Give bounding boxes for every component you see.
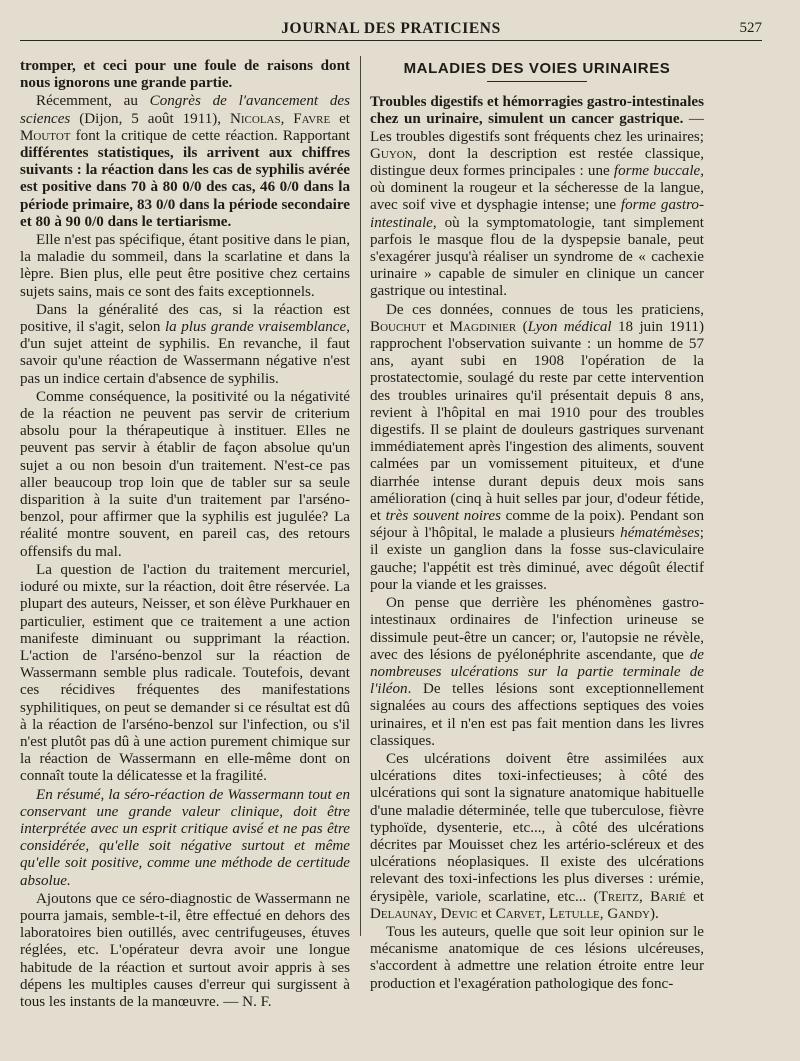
right-column <box>370 58 704 993</box>
section-heading: MALADIES DES VOIES URINAIRES <box>403 60 671 77</box>
paragraph-autopsy: On pense que derrière les phénomènes gastro-intestinaux ordinaires de l'infection urineuse se dissimule peut-être un cancer; or, l'autopsie ne révèle, avec des lésions de pyélonéphrite ascendante, que de nombreuses ulcérations sur la partie terminale de l'iléon. De telles lésions sont exceptionnellement signalées au cours des affections septiques des voies urinaires, et il n'en est pas fait mention dans les livres classiques. <box>370 595 704 749</box>
paragraph-specificity: Elle n'est pas spécifique, étant positive dans le pian, la maladie du sommeil, dans la scarlatine et dans la lèpre. Bien plus, elle peut être positive chez certains sujets sains, mais ce sont des faits exceptionnels. <box>20 232 350 300</box>
paragraph-case-report: De ces données, connues de tous les praticiens, Bouchut et Magdinier (Lyon médical 18 juin 1911) rapprochent l'observation suivante : un homme de 57 ans, ayant subi en 1908 l'opération de la prostatectomie, soulagé du reste par cette intervention des troubles urinaires qu'il présentait depuis 8 ans, revient à l'hôpital en mai 1910 pour des troubles digestifs. Il se plaint de douleurs gastriques survenant immédiatement après l'ingestion des aliments, souvent calmées par un vomissement pituiteux, et d'une diarrhée intense durant depuis deux mois sans amélioration (cinq à huit selles par jour, d'odeur fétide, et très souvent noires comme de la poix). Pendant son séjour à l'hôpital, le malade a plusieurs hématémèses; il existe un ganglion dans la fosse sus-claviculaire gauche; l'appétit est très diminué, avec dégoût électif pour la viande et les graisses. <box>370 301 705 593</box>
paragraph-treatment: La question de l'action du traitement mercuriel, ioduré ou mixte, sur la réaction, doit être réservée. La plupart des auteurs, Neisser, et son élève Purkhauer en particulier, estiment que ce traitement a une action manifeste diminuant ou supprimant la réaction. L'action de l'arséno-benzol sur la réaction de Wassermann semble plus radicale. Toutefois, devant ces récidives fréquentes des manifestations syphilitiques, on peut se demander si ce résultat est dû à la réaction de l'arséno-benzol sur l'infection, ou s'il n'est plutôt pas dû à une action purement chimique sur la réaction de Wassermann en elle-même dont on connaît toute la délicatesse et la fragilité. <box>20 561 350 785</box>
paragraph-addendum: Ajoutons que ce séro-diagnostic de Wassermann ne pourra jamais, semble-t-il, être effectué en dehors des laboratoires bien outillés, avec centrifugeuses, étuves réglées, etc. L'opérateur devra avoir une longue habitude de la réaction et surtout avoir appris à ses dépens les multiples causes d'erreur qui surgissent à tous les instants de la manœuvre. — N. F. <box>20 890 350 1010</box>
paragraph-continuation: tromper, et ceci pour une foule de raisons dont nous ignorons une grande partie. <box>20 58 350 92</box>
running-header <box>20 18 762 41</box>
column-divider <box>360 56 361 936</box>
page-number: 527 <box>739 20 762 36</box>
heading-rule <box>487 81 587 82</box>
article-lead-paragraph: Troubles digestifs et hémorragies gastro-intestinales chez un urinaire, simulent un cancer gastrique. — Les troubles digestifs sont fréquents chez les urinaires; Guyon, dont la description est restée classique, distingue deux formes principales : une forme buccale, où dominent la rougeur et la sécheresse de la langue, avec soif vive et dysphagie intense; une forme gastro-intestinale, où la symptomatologie, tant simplement parfois le masque flou de la dyspepsie banale, peut s'exagérer jusqu'à réaliser un syndrome de « cachexie urinaire » capable de simuler en clinique un cancer gastrique ou intestinal. <box>370 94 704 300</box>
paragraph-summary: En résumé, la séro-réaction de Wassermann tout en conservant une grande valeur clinique, doit être interprétée avec un esprit critique avisé et ne pas être considérée, qu'elle soit négative surtout et même qu'elle soit positive, comme une méthode de certitude absolue. <box>20 786 350 889</box>
paragraph-ulcerations: Ces ulcérations doivent être assimilées aux ulcérations dites toxi-infectieuses; à côté des ulcérations qui sont la signature anatomique habituelle d'une maladie déterminée, telle que tuberculose, fièvre typhoïde, dysenterie, etc..., à côté des ulcérations décrites par Mouisset chez les artério-scléreux et des ulcérations néoplasiques. Il existe des ulcérations relevant des toxi-infections les plus diverses : urémie, érysipèle, variole, scarlatine, etc... (Treitz, Barié et Delaunay, Devic et Carvet, Letulle, Gandy). <box>370 750 704 922</box>
paragraph-authors: Tous les auteurs, quelle que soit leur opinion sur le mécanisme anatomique de ces lésions ulcéreuses, s'accordent à admettre une relation étroite entre leur production et l'exagération pathologique des fonc- <box>370 923 704 992</box>
paragraph-dijon-congress: Récemment, au Congrès de l'avancement des sciences (Dijon, 5 août 1911), Nicolas, Favre et Moutot font la critique de cette réaction. Rapportant différentes statistiques, ils arrivent aux chiffres suivants : la réaction dans les cas de syphilis avérée est positive dans 70 à 80 0/0 des cas, 46 0/0 dans la période primaire, 83 0/0 dans la période secondaire et 80 à 90 0/0 dans le tertiarisme. <box>20 93 351 230</box>
left-column <box>20 58 350 1011</box>
journal-title: JOURNAL DES PRATICIENS <box>281 20 501 37</box>
paragraph-generality: Dans la généralité des cas, si la réaction est positive, il s'agit, selon la plus grande vraisemblance, d'un sujet atteint de syphilis. En revanche, il faut savoir qu'une réaction de Wassermann négative n'est pas un indice certain d'absence de syphilis. <box>20 301 350 387</box>
paragraph-consequence: Comme conséquence, la positivité ou la négativité de la réaction ne peuvent pas servir de criterium absolu pour la thérapeutique à instituer. Elles ne peuvent pas servir à établir de façon absolue qu'un sujet a ou non besoin d'un traitement. N'est-ce pas aller beaucoup trop loin que de tabler sur sa seule disparition à la suite d'un traitement par l'arséno-benzol, pour affirmer que la syphilis est jugulée? La réalité montre souvent, en pareil cas, des retours offensifs du mal. <box>20 388 350 560</box>
